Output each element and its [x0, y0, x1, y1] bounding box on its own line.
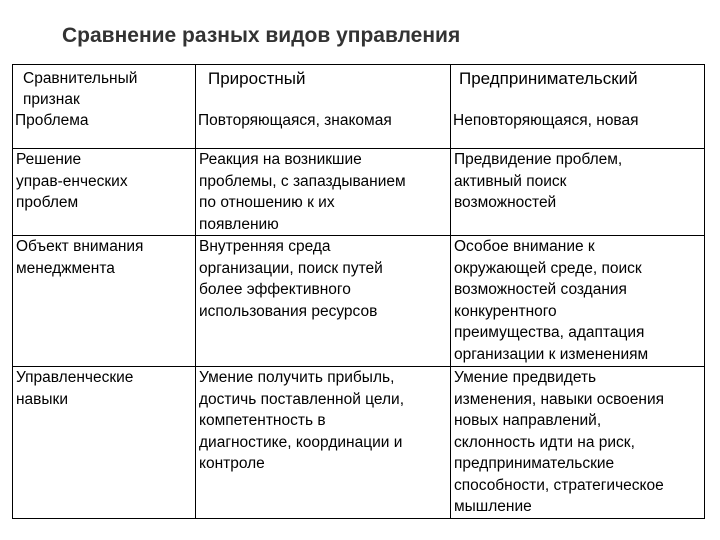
row-feature-line: менеджмента — [16, 259, 115, 277]
row-incremental-line: проблемы, с запаздыванием — [199, 172, 406, 190]
row-feature-line: навыки — [16, 390, 68, 408]
row-incremental-cell — [196, 367, 451, 519]
row-incremental-line: Умение получить прибыль, — [199, 369, 395, 386]
header-incremental-cell — [196, 65, 451, 149]
row-incremental-line: появлению — [199, 215, 279, 233]
row-feature-cell — [13, 149, 196, 236]
row-entrepreneurial-line: возможностей создания — [454, 281, 627, 298]
row-incremental-line: организации, поиск путей — [199, 259, 383, 277]
comparison-table — [12, 64, 705, 519]
row-entrepreneurial-line: новых направлений, — [454, 412, 602, 429]
header-entrepreneurial-label: Предпринимательский — [459, 69, 638, 88]
table-row — [13, 149, 705, 236]
header-feature-line: Сравнительный — [23, 70, 138, 87]
row-feature-line: управ-енческих — [16, 172, 128, 190]
row-feature-line: проблем — [16, 194, 79, 211]
row-entrepreneurial-line: Неповторяющаяся, новая — [453, 112, 639, 129]
row-incremental-line: диагностике, координации и — [199, 433, 403, 451]
row-incremental-line: достичь поставленной цели, — [199, 390, 405, 408]
row-entrepreneurial-line: Особое внимание к — [454, 238, 595, 255]
page-title: Сравнение разных видов управления — [62, 24, 461, 47]
row-incremental-line: контроле — [199, 455, 265, 472]
table-row — [13, 236, 705, 367]
row-incremental-line: по отношению к их — [199, 194, 335, 211]
row-feature-line: Управленческие — [16, 369, 134, 386]
header-entrepreneurial-cell — [451, 65, 705, 149]
row-incremental-line: компетентность в — [199, 412, 326, 429]
row-incremental-line: Повторяющаяся, знакомая — [198, 112, 392, 129]
row-entrepreneurial-line: организации к изменениям — [454, 345, 649, 363]
table-row — [13, 367, 705, 519]
header-feature-line: признак — [23, 91, 80, 108]
row-entrepreneurial-line: конкурентного — [454, 302, 557, 320]
row-entrepreneurial-line: Предвидение проблем, — [454, 151, 623, 168]
row-feature-line: Решение — [16, 151, 82, 168]
row-entrepreneurial-line: предпринимательские — [454, 455, 615, 472]
row-feature-cell — [13, 367, 196, 519]
row-incremental-line: более эффективного — [199, 281, 351, 298]
row-entrepreneurial-line: изменения, навыки освоения — [454, 390, 665, 408]
row-entrepreneurial-line: мышление — [454, 498, 532, 515]
row-incremental-line: Реакция на возникшие — [199, 151, 362, 168]
row-feature-cell — [13, 236, 196, 367]
row-incremental-line: Внутренняя среда — [199, 238, 331, 255]
row-entrepreneurial-line: окружающей среде, поиск — [454, 259, 642, 277]
table-header-row — [13, 65, 705, 149]
row-feature-line: Проблема — [15, 112, 89, 129]
row-entrepreneurial-line: преимущества, адаптация — [454, 324, 645, 341]
row-entrepreneurial-line: способности, стратегическое — [454, 476, 664, 494]
row-entrepreneurial-line: возможностей — [454, 194, 557, 211]
row-incremental-cell — [196, 149, 451, 236]
row-entrepreneurial-line: склонность идти на риск, — [454, 433, 635, 451]
row-entrepreneurial-line: Умение предвидеть — [454, 369, 597, 386]
row-entrepreneurial-line: активный поиск — [454, 172, 567, 190]
row-feature-line: Объект внимания — [16, 238, 144, 255]
row-entrepreneurial-cell — [451, 236, 705, 367]
row-entrepreneurial-cell — [451, 367, 705, 519]
row-incremental-line: использования ресурсов — [199, 302, 378, 320]
header-feature-cell — [13, 65, 196, 149]
row-entrepreneurial-cell — [451, 149, 705, 236]
row-incremental-cell — [196, 236, 451, 367]
header-incremental-label: Приростный — [208, 69, 306, 88]
